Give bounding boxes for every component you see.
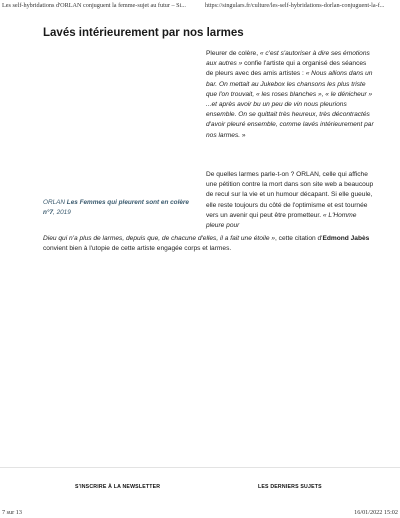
print-page-url: https://singulars.fr/culture/les-self-hybridations-dorlan-conjuguent-la-f... — [205, 2, 385, 9]
text-run: confie l'artiste qui a organisé des séances de pleurs avec des amis artistes : — [206, 60, 367, 78]
text-run: , 2019 — [53, 209, 71, 216]
article-paragraph-1 — [206, 49, 374, 141]
article-paragraph-2 — [206, 170, 374, 231]
print-header — [0, 0, 400, 12]
print-datetime: 16/01/2022 15:02 — [354, 509, 398, 516]
text-run: ORLAN — [43, 199, 67, 206]
text-run: , cette citation d' — [274, 235, 323, 242]
article-paragraph-3 — [43, 234, 375, 254]
text-run: « c'est s'autoriser à dire ses émotions aux autres » — [206, 50, 370, 68]
text-run: « Nous allions dans un bar. On mettait au Jukebox les chansons les plus triste que l'on trouvait, « les roses blanches », « le dénicheur » ...et après avoir bu un peu de vin nous pleurions ensemble. On se quittait très heureux, très décontractés d'avoir pleuré ensemble, comme lavés intérieurement par nos larmes. — [206, 70, 374, 139]
text-run: De quelles larmes parle-t-on ? ORLAN, celle qui affiche une pétition contre la mort dans son site web a beaucoup de recul sur la vie et un humour décapant. Si elle gueule, elle reste toujours du côté de l'optimisme et est tournée vers un avenir qui peut être prometteur. — [206, 171, 374, 219]
text-run: Les Femmes qui pleurent sont en colère n°7 — [43, 199, 189, 216]
print-page-title: Les self-hybridations d'ORLAN conjuguent la femme-sujet au futur – Si... — [2, 2, 186, 9]
text-run: convient bien à l'utopie de cette artiste engagée corps et larmes. — [43, 245, 232, 253]
text-run: « L'Homme pleure pour — [206, 211, 357, 230]
newsletter-signup-link[interactable]: S'INSCRIRE À LA NEWSLETTER — [75, 484, 161, 490]
latest-posts-link[interactable]: LES DERNIERS SUJETS — [258, 484, 322, 490]
image-caption — [43, 198, 193, 218]
text-run: Pleurer de colère, — [206, 50, 260, 57]
footer-divider — [0, 467, 400, 468]
text-run: Dieu qui n'a plus de larmes, depuis que, de chacune d'elles, il a fait une étoile » — [43, 235, 275, 242]
text-run: Edmond Jabès — [322, 235, 370, 242]
article-section-heading: Lavés intérieurement par nos larmes — [43, 27, 244, 39]
print-page-counter: 7 sur 13 — [2, 509, 22, 516]
text-run: » — [240, 131, 246, 139]
print-footer — [0, 507, 400, 518]
